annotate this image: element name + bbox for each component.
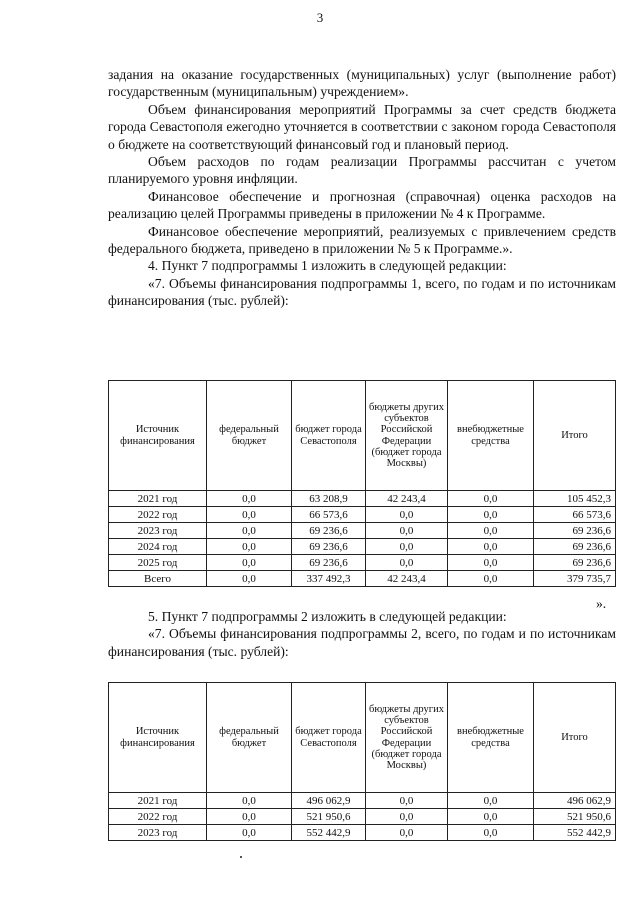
- table-header-cell: Итого: [534, 381, 616, 491]
- table-header-cell: внебюджетные средства: [448, 381, 534, 491]
- table-cell: 521 950,6: [534, 809, 616, 825]
- table-cell: 0,0: [207, 809, 292, 825]
- table-header-cell: внебюджетные средства: [448, 683, 534, 793]
- table-cell: 69 236,6: [292, 555, 366, 571]
- table-cell: 0,0: [207, 793, 292, 809]
- amendment-item-4: 4. Пункт 7 подпрограммы 1 изложить в следующей редакции:: [148, 258, 507, 274]
- table-cell: 0,0: [448, 793, 534, 809]
- table-cell: 0,0: [366, 539, 448, 555]
- table-header-cell: федеральный бюджет: [207, 381, 292, 491]
- table-cell: 0,0: [448, 507, 534, 523]
- table-row: [109, 793, 616, 809]
- table-row: [109, 539, 616, 555]
- table-cell: 0,0: [366, 825, 448, 841]
- table-cell: 0,0: [448, 555, 534, 571]
- table-cell: 2023 год: [109, 825, 207, 841]
- table-cell: 337 492,3: [292, 571, 366, 587]
- table-cell: 69 236,6: [292, 539, 366, 555]
- paragraph: Финансовое обеспечение мероприятий, реализуемых с привлечением средств федерального бюджета, приведено в приложении № 5 к Программе.».: [108, 223, 616, 257]
- table-cell: 0,0: [448, 809, 534, 825]
- table-cell: 0,0: [207, 491, 292, 507]
- table-cell: 0,0: [448, 523, 534, 539]
- table-cell: 2021 год: [109, 793, 207, 809]
- table-row: [109, 523, 616, 539]
- table-row: [109, 491, 616, 507]
- table-cell: Всего: [109, 571, 207, 587]
- table-cell: 2021 год: [109, 491, 207, 507]
- table-total-row: [109, 571, 616, 587]
- table-header-cell: бюджеты других субъектов Российской Федерации (бюджет города Москвы): [366, 683, 448, 793]
- paragraph: Объем расходов по годам реализации Программы рассчитан с учетом планируемого уровня инфляции.: [108, 154, 616, 187]
- table-cell: 0,0: [207, 571, 292, 587]
- table-cell: 0,0: [366, 809, 448, 825]
- table-header-cell: федеральный бюджет: [207, 683, 292, 793]
- body-text: [108, 66, 616, 310]
- financing-table-subprogram-2: [108, 682, 616, 841]
- paragraph: Объем финансирования мероприятий Программы за счет средств бюджета города Севастополя ежегодно уточняется в соответствии с законом города Севастополя о бюджете на соответствующий финансовый год и плановый период.: [108, 101, 616, 152]
- table-header-cell: Источник финансирования: [109, 683, 207, 793]
- table-cell: 2022 год: [109, 507, 207, 523]
- paragraph: «7. Объемы финансирования подпрограммы 1, всего, по годам и по источникам финансирования (тыс. рублей):: [108, 275, 616, 309]
- table-cell: 552 442,9: [534, 825, 616, 841]
- table-header-cell: бюджет города Севастополя: [292, 381, 366, 491]
- table-row: [109, 555, 616, 571]
- table-cell: 2022 год: [109, 809, 207, 825]
- table-cell: 69 236,6: [292, 523, 366, 539]
- table-cell: 521 950,6: [292, 809, 366, 825]
- table-cell: 105 452,3: [534, 491, 616, 507]
- table-row: [109, 507, 616, 523]
- table-cell: 69 236,6: [534, 555, 616, 571]
- scan-speck: [240, 856, 242, 858]
- table-cell: 69 236,6: [534, 523, 616, 539]
- table-cell: 0,0: [448, 491, 534, 507]
- table-cell: 42 243,4: [366, 491, 448, 507]
- body-text-2: [108, 608, 616, 660]
- table-cell: 0,0: [207, 825, 292, 841]
- table-cell: 2023 год: [109, 523, 207, 539]
- table-cell: 0,0: [366, 555, 448, 571]
- table-cell: 552 442,9: [292, 825, 366, 841]
- table-header-cell: Источник финансирования: [109, 381, 207, 491]
- paragraph: Финансовое обеспечение и прогнозная (справочная) оценка расходов на реализацию целей Программы приведены в приложении № 4 к Программе.: [108, 188, 616, 222]
- table-cell: 0,0: [207, 539, 292, 555]
- table-cell: 379 735,7: [534, 571, 616, 587]
- table-cell: 2025 год: [109, 555, 207, 571]
- table-header-cell: бюджет города Севастополя: [292, 683, 366, 793]
- table-cell: 0,0: [366, 507, 448, 523]
- table-cell: 496 062,9: [534, 793, 616, 809]
- table-cell: 69 236,6: [534, 539, 616, 555]
- page-number: 3: [316, 10, 324, 25]
- table-cell: 0,0: [448, 571, 534, 587]
- paragraph: «7. Объемы финансирования подпрограммы 2, всего, по годам и по источникам финансирования (тыс. рублей):: [108, 626, 616, 659]
- table-cell: 0,0: [207, 523, 292, 539]
- table-cell: 0,0: [366, 523, 448, 539]
- paragraph: задания на оказание государственных (муниципальных) услуг (выполнение работ) государственным (муниципальным) учреждением».: [108, 67, 616, 100]
- table-cell: 0,0: [448, 539, 534, 555]
- table-cell: 66 573,6: [534, 507, 616, 523]
- table-cell: 0,0: [207, 507, 292, 523]
- financing-table-subprogram-1: [108, 380, 616, 587]
- table-cell: 42 243,4: [366, 571, 448, 587]
- table-row: [109, 809, 616, 825]
- table-cell: 63 208,9: [292, 491, 366, 507]
- table-cell: 2024 год: [109, 539, 207, 555]
- closing-quote: ».: [596, 596, 607, 611]
- table-row: [109, 825, 616, 841]
- table-cell: 0,0: [366, 793, 448, 809]
- table-cell: 66 573,6: [292, 507, 366, 523]
- table-cell: 496 062,9: [292, 793, 366, 809]
- table-header-cell: Итого: [534, 683, 616, 793]
- table-cell: 0,0: [207, 555, 292, 571]
- table-header-cell: бюджеты других субъектов Российской Федерации (бюджет города Москвы): [366, 381, 448, 491]
- amendment-item-5: 5. Пункт 7 подпрограммы 2 изложить в следующей редакции:: [148, 609, 507, 624]
- table-cell: 0,0: [448, 825, 534, 841]
